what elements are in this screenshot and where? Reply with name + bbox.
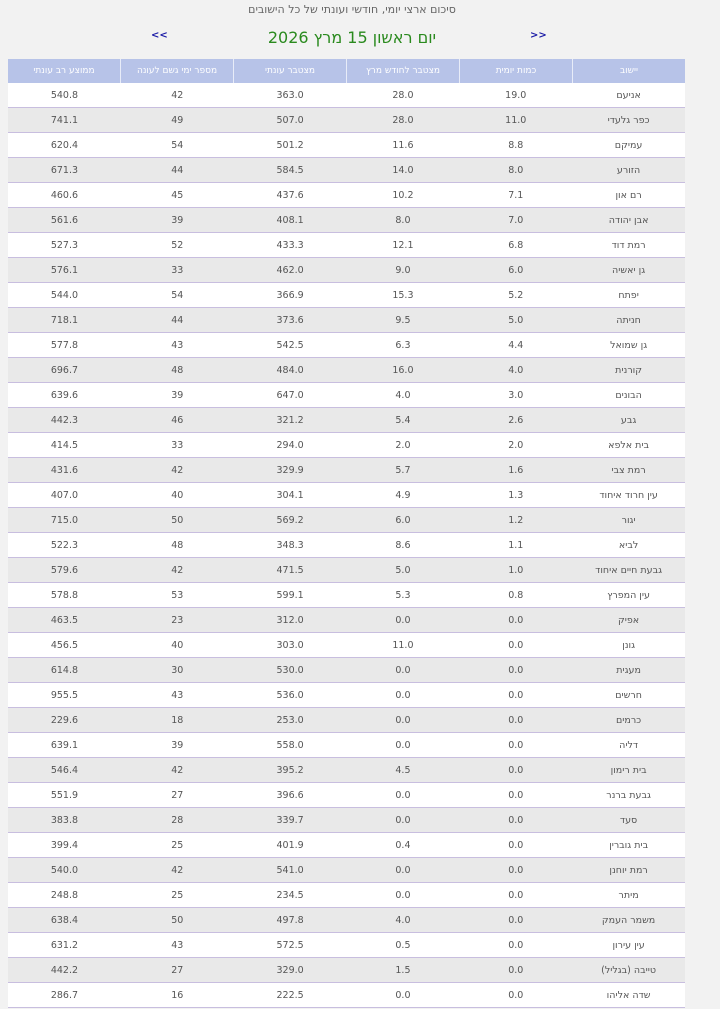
cell-multi-year-avg: 399.4 xyxy=(50,839,79,851)
cell-rain-days: 16 xyxy=(171,989,184,1001)
cell-daily-amount: 0.0 xyxy=(508,639,524,651)
cell-settlement: גן שמואל xyxy=(610,339,648,351)
cell-settlement: דליה xyxy=(619,739,639,751)
cell-march-total: 6.0 xyxy=(395,514,411,526)
page-title: יום ראשון 15 מרץ 2026 xyxy=(267,28,437,47)
table-row xyxy=(8,158,685,183)
cell-settlement: חרשים xyxy=(615,689,642,701)
table-row xyxy=(8,658,685,683)
cell-multi-year-avg: 955.5 xyxy=(50,689,79,701)
table-row xyxy=(8,933,685,958)
column-header-multi-year-avg: ממוצע רב עונתי xyxy=(33,66,95,76)
table-row xyxy=(8,983,685,1008)
cell-march-total: 0.0 xyxy=(395,814,411,826)
cell-rain-days: 40 xyxy=(171,489,184,501)
cell-multi-year-avg: 551.9 xyxy=(50,789,79,801)
cell-daily-amount: 4.4 xyxy=(508,339,524,351)
table-row xyxy=(8,533,685,558)
cell-daily-amount: 0.0 xyxy=(508,789,524,801)
cell-rain-days: 50 xyxy=(171,514,184,526)
cell-march-total: 0.0 xyxy=(395,664,411,676)
cell-season-total: 507.0 xyxy=(276,114,304,126)
cell-daily-amount: 0.0 xyxy=(508,814,524,826)
cell-season-total: 321.2 xyxy=(276,414,304,426)
cell-settlement: יגור xyxy=(621,514,636,526)
cell-settlement: קורנית xyxy=(615,364,643,376)
cell-multi-year-avg: 442.2 xyxy=(50,964,79,976)
cell-settlement: אניעם xyxy=(616,89,641,101)
cell-march-total: 6.3 xyxy=(395,339,411,351)
cell-season-total: 253.0 xyxy=(276,714,304,726)
cell-settlement: יפתח xyxy=(618,289,639,301)
cell-daily-amount: 0.0 xyxy=(508,664,524,676)
cell-rain-days: 39 xyxy=(171,389,184,401)
cell-march-total: 5.3 xyxy=(395,589,411,601)
cell-march-total: 5.7 xyxy=(395,464,411,476)
cell-march-total: 0.4 xyxy=(395,839,411,851)
table-body xyxy=(8,83,685,1008)
cell-settlement: לביא xyxy=(618,539,639,551)
cell-multi-year-avg: 715.0 xyxy=(50,514,79,526)
cell-march-total: 0.0 xyxy=(395,989,411,1001)
table-row xyxy=(8,383,685,408)
cell-season-total: 408.1 xyxy=(276,214,304,226)
table-row xyxy=(8,358,685,383)
cell-march-total: 9.5 xyxy=(395,314,411,326)
cell-rain-days: 46 xyxy=(171,414,184,426)
cell-rain-days: 42 xyxy=(171,564,184,576)
rain-summary-table xyxy=(8,59,685,1008)
column-header-march-total: מצטבר לחודש מרץ xyxy=(346,59,459,83)
cell-multi-year-avg: 546.4 xyxy=(50,764,79,776)
cell-march-total: 5.4 xyxy=(395,414,411,426)
cell-daily-amount: 4.0 xyxy=(508,364,524,376)
cell-daily-amount: 2.6 xyxy=(508,414,524,426)
cell-settlement: מיתר xyxy=(618,889,639,901)
table-row xyxy=(8,233,685,258)
cell-season-total: 329.0 xyxy=(276,964,304,976)
cell-settlement: טייבה (בגליל) xyxy=(601,964,657,976)
cell-march-total: 16.0 xyxy=(392,364,414,376)
cell-march-total: 28.0 xyxy=(392,114,414,126)
table-row xyxy=(8,558,685,583)
cell-march-total: 0.0 xyxy=(395,614,411,626)
table-row xyxy=(8,308,685,333)
cell-settlement: בית גוברין xyxy=(609,839,649,851)
cell-multi-year-avg: 407.0 xyxy=(50,489,79,501)
cell-settlement: בית רימון xyxy=(610,764,647,776)
cell-march-total: 10.2 xyxy=(392,189,414,201)
cell-season-total: 234.5 xyxy=(276,889,304,901)
cell-march-total: 0.0 xyxy=(395,739,411,751)
cell-multi-year-avg: 578.8 xyxy=(50,589,79,601)
cell-settlement: כפר גלעדי xyxy=(607,114,650,126)
cell-rain-days: 43 xyxy=(171,339,184,351)
cell-season-total: 373.6 xyxy=(276,314,304,326)
cell-rain-days: 42 xyxy=(171,764,184,776)
cell-march-total: 8.0 xyxy=(395,214,411,226)
cell-settlement: שדה אליהו xyxy=(606,989,651,1001)
cell-rain-days: 44 xyxy=(171,164,184,176)
cell-season-total: 395.2 xyxy=(276,764,304,776)
cell-daily-amount: 3.0 xyxy=(508,389,524,401)
table-row xyxy=(8,608,685,633)
cell-march-total: 1.5 xyxy=(395,964,411,976)
cell-settlement: גבעת חיים איחוד xyxy=(595,564,663,576)
cell-daily-amount: 0.0 xyxy=(508,764,524,776)
table-row xyxy=(8,483,685,508)
cell-season-total: 437.6 xyxy=(276,189,304,201)
table-row xyxy=(8,133,685,158)
cell-march-total: 11.6 xyxy=(392,139,414,151)
cell-settlement: משמר העמק xyxy=(601,914,656,926)
cell-multi-year-avg: 229.6 xyxy=(50,714,79,726)
table-row xyxy=(8,733,685,758)
cell-settlement: עין המפרץ xyxy=(607,589,650,601)
cell-season-total: 647.0 xyxy=(276,389,304,401)
cell-multi-year-avg: 383.8 xyxy=(50,814,79,826)
cell-season-total: 294.0 xyxy=(276,439,304,451)
table-row xyxy=(8,858,685,883)
cell-settlement: הבונים xyxy=(615,389,642,401)
cell-rain-days: 53 xyxy=(171,589,184,601)
cell-multi-year-avg: 671.3 xyxy=(50,164,79,176)
date-navigation xyxy=(0,26,704,52)
cell-multi-year-avg: 286.7 xyxy=(50,989,79,1001)
cell-multi-year-avg: 456.5 xyxy=(50,639,79,651)
column-header-season-total: מצטבר עונתי xyxy=(233,59,346,83)
table-row xyxy=(8,283,685,308)
cell-march-total: 0.5 xyxy=(395,939,411,951)
cell-rain-days: 39 xyxy=(171,739,184,751)
table-row xyxy=(8,683,685,708)
table-row xyxy=(8,458,685,483)
cell-rain-days: 54 xyxy=(171,289,184,301)
cell-march-total: 15.3 xyxy=(392,289,414,301)
cell-march-total: 11.0 xyxy=(392,639,414,651)
table-header xyxy=(8,59,685,83)
cell-march-total: 28.0 xyxy=(392,89,414,101)
cell-multi-year-avg: 522.3 xyxy=(50,539,79,551)
cell-settlement: עין עירון xyxy=(612,939,645,951)
cell-season-total: 536.0 xyxy=(276,689,304,701)
cell-season-total: 312.0 xyxy=(276,614,304,626)
cell-daily-amount: 5.0 xyxy=(508,314,524,326)
cell-rain-days: 28 xyxy=(171,814,184,826)
cell-rain-days: 54 xyxy=(171,139,184,151)
cell-season-total: 572.5 xyxy=(276,939,304,951)
cell-rain-days: 45 xyxy=(171,189,184,201)
cell-multi-year-avg: 442.3 xyxy=(50,414,79,426)
table-row xyxy=(8,808,685,833)
cell-multi-year-avg: 431.6 xyxy=(50,464,79,476)
table-row xyxy=(8,433,685,458)
cell-daily-amount: 0.0 xyxy=(508,939,524,951)
cell-rain-days: 40 xyxy=(171,639,184,651)
cell-march-total: 0.0 xyxy=(395,864,411,876)
cell-rain-days: 23 xyxy=(171,614,184,626)
cell-season-total: 366.9 xyxy=(276,289,304,301)
cell-multi-year-avg: 620.4 xyxy=(50,139,79,151)
cell-march-total: 4.9 xyxy=(395,489,411,501)
cell-season-total: 339.7 xyxy=(276,814,304,826)
cell-march-total: 0.0 xyxy=(395,689,411,701)
cell-multi-year-avg: 561.6 xyxy=(50,214,79,226)
cell-season-total: 401.9 xyxy=(276,839,304,851)
cell-rain-days: 48 xyxy=(171,539,184,551)
cell-daily-amount: 11.0 xyxy=(505,114,527,126)
cell-settlement: כרמים xyxy=(615,714,642,726)
cell-march-total: 0.0 xyxy=(395,789,411,801)
cell-rain-days: 30 xyxy=(171,664,184,676)
table-row xyxy=(8,883,685,908)
next-day-button[interactable]: >> xyxy=(530,30,547,41)
cell-march-total: 5.0 xyxy=(395,564,411,576)
table-row xyxy=(8,83,685,108)
cell-multi-year-avg: 579.6 xyxy=(50,564,79,576)
cell-settlement: גן יאשיה xyxy=(612,264,646,276)
cell-march-total: 9.0 xyxy=(395,264,411,276)
cell-rain-days: 27 xyxy=(171,964,184,976)
cell-season-total: 484.0 xyxy=(276,364,304,376)
cell-rain-days: 27 xyxy=(171,789,184,801)
cell-multi-year-avg: 639.1 xyxy=(50,739,79,751)
cell-settlement: סעד xyxy=(619,814,638,826)
cell-settlement: הזורע xyxy=(616,164,641,176)
cell-multi-year-avg: 718.1 xyxy=(50,314,79,326)
cell-daily-amount: 0.0 xyxy=(508,989,524,1001)
cell-season-total: 584.5 xyxy=(276,164,304,176)
cell-rain-days: 25 xyxy=(171,839,184,851)
cell-march-total: 0.0 xyxy=(395,889,411,901)
cell-multi-year-avg: 638.4 xyxy=(50,914,79,926)
table-row xyxy=(8,258,685,283)
cell-settlement: גבעת ברנר xyxy=(606,789,651,801)
cell-season-total: 471.5 xyxy=(276,564,304,576)
column-header-settlement: יישוב xyxy=(572,59,685,83)
cell-rain-days: 43 xyxy=(171,939,184,951)
column-header-daily-amount: כמות יומית xyxy=(459,59,572,83)
table-row xyxy=(8,508,685,533)
cell-daily-amount: 1.6 xyxy=(508,464,524,476)
table-row xyxy=(8,108,685,133)
cell-season-total: 462.0 xyxy=(276,264,304,276)
cell-settlement: מעגית xyxy=(616,664,641,676)
cell-rain-days: 52 xyxy=(171,239,184,251)
column-header-rain-days: מספר ימי גשם לעונה xyxy=(120,59,233,83)
cell-daily-amount: 7.0 xyxy=(508,214,524,226)
cell-multi-year-avg: 576.1 xyxy=(50,264,79,276)
table-row xyxy=(8,908,685,933)
cell-daily-amount: 5.2 xyxy=(508,289,524,301)
cell-multi-year-avg: 460.6 xyxy=(50,189,79,201)
cell-daily-amount: 6.8 xyxy=(508,239,524,251)
cell-season-total: 363.0 xyxy=(276,89,304,101)
cell-multi-year-avg: 414.5 xyxy=(50,439,79,451)
table-row xyxy=(8,708,685,733)
cell-multi-year-avg: 544.0 xyxy=(50,289,79,301)
cell-daily-amount: 1.2 xyxy=(508,514,524,526)
cell-rain-days: 33 xyxy=(171,264,184,276)
cell-daily-amount: 7.1 xyxy=(508,189,524,201)
cell-march-total: 12.1 xyxy=(392,239,414,251)
cell-daily-amount: 0.0 xyxy=(508,914,524,926)
cell-daily-amount: 0.0 xyxy=(508,839,524,851)
cell-daily-amount: 1.3 xyxy=(508,489,524,501)
cell-rain-days: 44 xyxy=(171,314,184,326)
cell-season-total: 396.6 xyxy=(276,789,304,801)
cell-march-total: 14.0 xyxy=(392,164,414,176)
cell-daily-amount: 1.0 xyxy=(508,564,524,576)
cell-settlement: גבע xyxy=(620,414,637,426)
cell-multi-year-avg: 696.7 xyxy=(50,364,79,376)
cell-march-total: 4.0 xyxy=(395,914,411,926)
table-row xyxy=(8,783,685,808)
cell-daily-amount: 1.1 xyxy=(508,539,524,551)
cell-daily-amount: 0.0 xyxy=(508,714,524,726)
cell-multi-year-avg: 639.6 xyxy=(50,389,79,401)
cell-season-total: 433.3 xyxy=(276,239,304,251)
table-row xyxy=(8,583,685,608)
cell-season-total: 569.2 xyxy=(276,514,304,526)
cell-settlement: רמת דוד xyxy=(611,239,646,251)
table-row xyxy=(8,833,685,858)
cell-march-total: 4.0 xyxy=(395,389,411,401)
cell-daily-amount: 6.0 xyxy=(508,264,524,276)
cell-march-total: 8.6 xyxy=(395,539,411,551)
cell-rain-days: 18 xyxy=(171,714,184,726)
table-row xyxy=(8,633,685,658)
cell-rain-days: 25 xyxy=(171,889,184,901)
cell-season-total: 348.3 xyxy=(276,539,304,551)
table-row xyxy=(8,333,685,358)
cell-season-total: 304.1 xyxy=(276,489,304,501)
cell-season-total: 329.9 xyxy=(276,464,304,476)
cell-rain-days: 49 xyxy=(171,114,184,126)
cell-daily-amount: 0.0 xyxy=(508,689,524,701)
cell-season-total: 541.0 xyxy=(276,864,304,876)
cell-rain-days: 42 xyxy=(171,464,184,476)
cell-daily-amount: 8.8 xyxy=(508,139,524,151)
page-subtitle: סיכום ארצי יומי, חודשי ועונתי של כל הישובים xyxy=(248,3,456,16)
table-row xyxy=(8,208,685,233)
cell-daily-amount: 19.0 xyxy=(505,89,527,101)
cell-season-total: 542.5 xyxy=(276,339,304,351)
cell-rain-days: 43 xyxy=(171,689,184,701)
cell-daily-amount: 0.0 xyxy=(508,614,524,626)
cell-daily-amount: 0.0 xyxy=(508,889,524,901)
cell-settlement: עמיקם xyxy=(614,139,643,151)
cell-daily-amount: 0.0 xyxy=(508,864,524,876)
cell-multi-year-avg: 614.8 xyxy=(50,664,79,676)
cell-settlement: גונן xyxy=(622,639,636,651)
cell-settlement: חניתה xyxy=(616,314,641,326)
previous-day-button[interactable]: << xyxy=(151,30,168,41)
cell-settlement: אבן יהודה xyxy=(608,214,649,226)
cell-daily-amount: 8.0 xyxy=(508,164,524,176)
cell-multi-year-avg: 741.1 xyxy=(50,114,79,126)
cell-daily-amount: 0.8 xyxy=(508,589,524,601)
cell-season-total: 501.2 xyxy=(276,139,304,151)
cell-daily-amount: 0.0 xyxy=(508,739,524,751)
table-row xyxy=(8,958,685,983)
cell-daily-amount: 0.0 xyxy=(508,964,524,976)
cell-rain-days: 42 xyxy=(171,864,184,876)
cell-multi-year-avg: 631.2 xyxy=(50,939,79,951)
cell-march-total: 2.0 xyxy=(395,439,411,451)
cell-daily-amount: 2.0 xyxy=(508,439,524,451)
cell-settlement: עין חרוד איחוד xyxy=(599,489,658,501)
cell-march-total: 4.5 xyxy=(395,764,411,776)
cell-settlement: רמת צבי xyxy=(611,464,646,476)
cell-settlement: רם און xyxy=(615,189,642,201)
cell-multi-year-avg: 463.5 xyxy=(50,614,79,626)
cell-multi-year-avg: 248.8 xyxy=(50,889,79,901)
cell-season-total: 303.0 xyxy=(276,639,304,651)
cell-march-total: 0.0 xyxy=(395,714,411,726)
cell-multi-year-avg: 577.8 xyxy=(50,339,79,351)
cell-season-total: 558.0 xyxy=(276,739,304,751)
cell-settlement: בית אלפא xyxy=(608,439,650,451)
cell-rain-days: 33 xyxy=(171,439,184,451)
cell-rain-days: 50 xyxy=(171,914,184,926)
cell-multi-year-avg: 540.0 xyxy=(50,864,79,876)
cell-rain-days: 39 xyxy=(171,214,184,226)
cell-settlement: רמת יוחנן xyxy=(609,864,648,876)
cell-season-total: 599.1 xyxy=(276,589,304,601)
table-row xyxy=(8,183,685,208)
cell-season-total: 222.5 xyxy=(276,989,304,1001)
table-row xyxy=(8,408,685,433)
cell-rain-days: 48 xyxy=(171,364,184,376)
cell-multi-year-avg: 527.3 xyxy=(50,239,79,251)
cell-rain-days: 42 xyxy=(171,89,184,101)
cell-season-total: 530.0 xyxy=(276,664,304,676)
cell-multi-year-avg: 540.8 xyxy=(50,89,79,101)
cell-season-total: 497.8 xyxy=(276,914,304,926)
table-row xyxy=(8,758,685,783)
cell-settlement: אפיק xyxy=(618,614,640,626)
